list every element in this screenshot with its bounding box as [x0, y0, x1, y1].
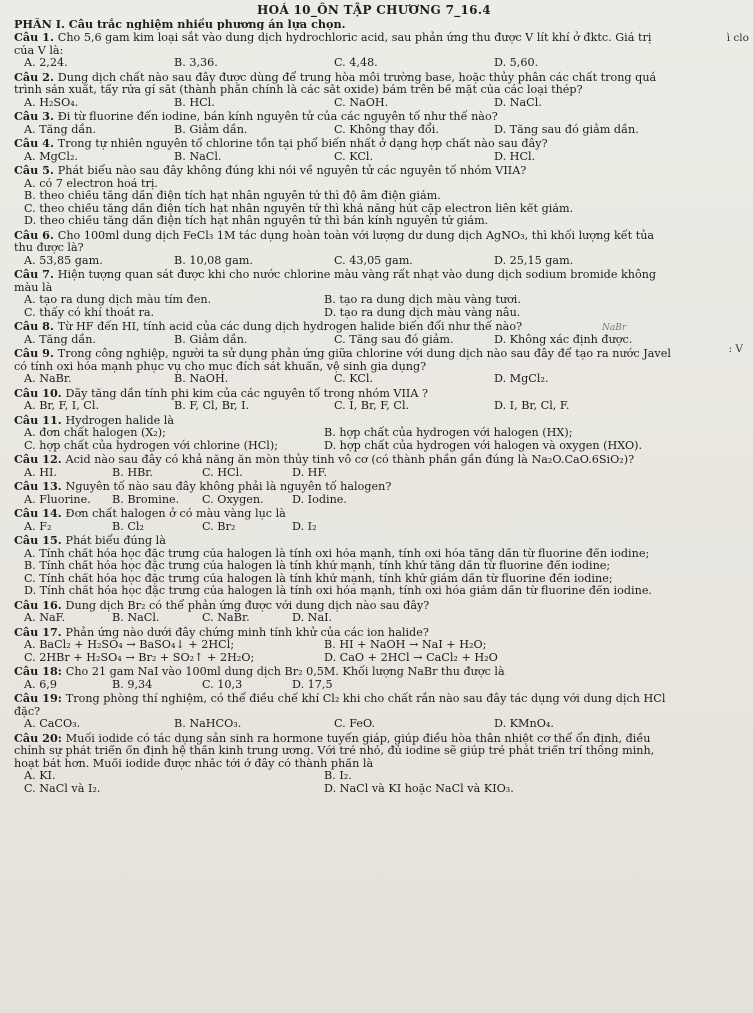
answer-option[interactable]: D. Không xác định được. — [494, 332, 633, 346]
question-number: Câu 17. — [14, 625, 66, 639]
answer-option-row — [14, 494, 734, 507]
page-title: HOÁ 10_ÔN TẬP CHƯƠNG 7_16.4 — [257, 3, 491, 17]
question-text-line: chỉnh sự phát triển ổn định hệ thần kinh trung ương. Với trẻ nhỏ, đủ iodine sẽ giúp trẻ phát triển trí thông minh, — [14, 745, 655, 757]
answer-option[interactable]: A. có 7 electron hoá trị. — [24, 177, 158, 190]
answer-option[interactable]: C. 2HBr + H₂SO₄ → Br₂ + SO₂↑ + 2H₂O; — [24, 650, 255, 664]
answer-option[interactable]: D. Tính chất hóa học đặc trưng của halogen là tính oxi hóa mạnh, tính oxi hóa giảm dần từ fluorine đến iodine. — [24, 585, 652, 597]
question-text-line — [14, 347, 734, 361]
answer-option[interactable]: B. tạo ra dung dịch màu vàng tươi. — [324, 293, 521, 306]
answer-option[interactable]: B. Cl₂ — [112, 519, 144, 533]
question-text-line: thu được là? — [14, 242, 84, 254]
question-stem: Muối iodide có tác dụng sản sinh ra hormone tuyến giáp, giúp điều hòa thân nhiệt cơ thể ổn định, điều — [65, 731, 651, 745]
answer-option[interactable]: A. H₂SO₄. — [24, 95, 79, 109]
answer-option-row — [14, 548, 734, 561]
answer-option[interactable]: B. 3,36. — [174, 56, 218, 69]
question-text-line — [14, 665, 734, 679]
answer-option[interactable]: B. NaCl. — [174, 149, 222, 163]
answer-option-row — [14, 440, 734, 453]
answer-option[interactable]: C. Br₂ — [202, 519, 236, 533]
answer-option-row — [14, 124, 734, 137]
answer-option[interactable]: A. F₂ — [24, 519, 52, 533]
answer-option[interactable]: B. F, Cl, Br, I. — [174, 399, 250, 412]
question-13 — [14, 480, 734, 506]
question-stem: Phát biểu đúng là — [65, 534, 166, 547]
answer-option[interactable]: D. HCl. — [494, 149, 536, 163]
answer-option[interactable]: C. thấy có khí thoát ra. — [24, 305, 155, 319]
answer-option[interactable]: A. 6,9 — [24, 677, 57, 691]
answer-option[interactable]: B. 9,34 — [112, 677, 153, 691]
question-16 — [14, 599, 734, 625]
answer-option[interactable]: D. tạo ra dung dịch màu vàng nâu. — [324, 305, 521, 319]
answer-option-row — [14, 639, 734, 652]
question-number: Câu 14. — [14, 507, 66, 520]
question-text-line — [14, 137, 734, 151]
question-text-line: màu là — [14, 281, 53, 294]
answer-option[interactable]: B. Tính chất hóa học đặc trưng của halogen là tính khử mạnh, tính khử tăng dần từ fluorine đến iodine; — [24, 560, 611, 572]
answer-option[interactable]: A. Fluorine. — [24, 492, 91, 506]
question-number: Câu 18: — [14, 665, 66, 678]
question-text-line — [14, 692, 734, 706]
question-stem: Dung dịch chất nào sau đây được dùng để trung hòa môi trường base, hoặc thủy phân các chất trong quá — [57, 70, 657, 84]
question-number: Câu 19: — [14, 692, 66, 705]
answer-option-row — [14, 215, 734, 228]
handwritten-note: NaBr — [602, 323, 627, 333]
answer-option-row — [14, 255, 734, 268]
question-stem: Hydrogen halide là — [65, 413, 175, 427]
answer-option[interactable]: D. theo chiều tăng dần điện tích hạt nhân nguyên tử thì bán kính nguyên tử giảm. — [24, 215, 489, 227]
question-text-line — [14, 507, 734, 521]
question-stem: Cho 5,6 gam kim loại sắt vào dung dịch hydrochloric acid, sau phản ứng thu được V lít khí ở đktc. Giá trị — [57, 31, 652, 44]
question-text-line — [14, 732, 734, 746]
question-text-line — [14, 71, 734, 85]
answer-option[interactable]: B. theo chiều tăng dần điện tích hạt nhân nguyên tử thì độ âm điện giảm. — [24, 190, 441, 202]
answer-option[interactable]: B. 10,08 gam. — [174, 253, 253, 267]
answer-option-row — [14, 57, 734, 70]
question-text-line: có tính oxi hóa mạnh phục vụ cho mục đích sát khuẩn, vệ sinh gia dụng? — [14, 360, 427, 373]
answer-option[interactable]: C. 10,3 — [202, 677, 243, 691]
question-5 — [14, 164, 734, 228]
answer-option-row — [14, 612, 734, 625]
question-text-line — [14, 599, 734, 613]
question-number: Câu 13. — [14, 480, 66, 493]
answer-option[interactable]: A. Tính chất hóa học đặc trưng của halogen là tính oxi hóa mạnh, tính oxi hóa tăng dần từ fluorine đến iodine; — [24, 547, 650, 560]
answer-option-row — [14, 521, 734, 534]
question-text-line — [14, 164, 734, 178]
question-stem: Phản ứng nào dưới đây chứng minh tính khử của các ion halide? — [65, 625, 429, 639]
question-stem: Hiện tượng quan sát được khi cho nước chlorine màu vàng rất nhạt vào dung dịch sodium bromide không — [57, 268, 657, 281]
answer-option[interactable]: B. HCl. — [174, 95, 215, 109]
answer-option-row — [14, 203, 734, 216]
answer-option-row — [14, 585, 734, 598]
answer-option[interactable]: D. NaCl. — [494, 95, 542, 109]
answer-option-row — [14, 427, 734, 440]
answer-option[interactable]: D. 25,15 gam. — [494, 253, 574, 267]
answer-option-row — [14, 467, 734, 480]
answer-option[interactable]: C. KCl. — [334, 372, 374, 385]
question-18 — [14, 665, 734, 691]
question-stem: Đơn chất halogen ở có màu vàng lục là — [65, 507, 286, 520]
question-list — [14, 31, 734, 795]
answer-option-row — [14, 294, 734, 307]
answer-option-row — [14, 97, 734, 110]
question-number: Câu 1. — [14, 31, 58, 44]
answer-option[interactable]: C. NaBr. — [202, 611, 250, 624]
answer-option[interactable]: B. HI + NaOH → NaI + H₂O; — [324, 638, 487, 651]
answer-option[interactable]: B. hợp chất của hydrogen với halogen (HX); — [324, 426, 573, 439]
question-stem: Cho 100ml dung dịch FeCl₃ 1M tác dụng hoàn toàn với lượng dư dung dịch AgNO₃, thì khối lượng kết tủa — [57, 228, 655, 242]
question-number: Câu 16. — [14, 598, 66, 612]
question-stem: Dãy tăng dần tính phi kim của các nguyên tố trong nhóm VIIA ? — [65, 386, 428, 400]
answer-option[interactable]: D. I₂ — [292, 519, 317, 533]
question-number: Câu 12. — [14, 453, 66, 466]
answer-option[interactable]: C. Oxygen. — [202, 492, 264, 506]
answer-option[interactable]: B. Giảm dần. — [174, 122, 248, 136]
question-9 — [14, 347, 734, 386]
answer-option-row — [14, 770, 734, 783]
answer-option[interactable]: C. NaCl và I₂. — [24, 781, 101, 795]
question-number: Câu 11. — [14, 413, 66, 427]
answer-option[interactable]: D. KMnO₄. — [494, 717, 554, 730]
question-text-line — [14, 414, 734, 428]
answer-option[interactable]: B. NaCl. — [112, 611, 160, 624]
question-number: Câu 2. — [14, 70, 58, 84]
answer-option[interactable]: D. 5,60. — [494, 56, 539, 69]
question-text-line — [14, 480, 734, 494]
answer-option[interactable]: A. Br, F, I, Cl. — [24, 399, 99, 412]
question-text-line — [14, 31, 734, 45]
answer-option-row — [14, 718, 734, 731]
answer-option[interactable]: D. Iodine. — [292, 492, 347, 506]
question-20 — [14, 732, 734, 796]
answer-option[interactable]: B. Giảm dần. — [174, 332, 248, 346]
question-text-line — [14, 453, 734, 467]
question-number: Câu 4. — [14, 137, 58, 150]
answer-option[interactable]: A. CaCO₃. — [24, 717, 81, 730]
question-text-line — [14, 110, 734, 124]
question-6 — [14, 229, 734, 268]
answer-option[interactable]: A. KI. — [24, 769, 56, 782]
answer-option-row — [14, 783, 734, 796]
question-12 — [14, 453, 734, 479]
exam-content — [14, 0, 734, 795]
answer-option[interactable]: A. Tăng dần. — [24, 122, 97, 136]
question-4 — [14, 137, 734, 163]
question-text-line: hoạt bát hơn. Muối iodide được nhắc tới ở đây có thành phần là — [14, 757, 374, 770]
answer-option[interactable]: D. NaCl và KI hoặc NaCl và KIO₃. — [324, 781, 514, 795]
answer-option[interactable]: A. Tăng dần. — [24, 332, 97, 346]
answer-option[interactable]: C. I, Br, F, Cl. — [334, 399, 410, 412]
question-1 — [14, 31, 734, 70]
answer-option[interactable]: C. HCl. — [202, 465, 243, 479]
question-text-line — [14, 229, 734, 243]
question-stem: Acid nào sau đây có khả năng ăn mòn thủy tinh vô cơ (có thành phần gần đúng là Na₂O.CaO.6SiO₂)? — [65, 453, 635, 466]
answer-option-row — [14, 334, 734, 347]
question-stem: Trong tự nhiên nguyên tố chlorine tồn tại phổ biến nhất ở dạng hợp chất nào sau đây? — [57, 137, 548, 150]
answer-option[interactable]: C. Không thay đổi. — [334, 122, 439, 136]
question-stem: Đi từ fluorine đến iodine, bán kính nguyên tử của các nguyên tố như thế nào? — [57, 110, 498, 123]
question-3 — [14, 110, 734, 136]
question-number: Câu 5. — [14, 164, 58, 177]
answer-option[interactable]: A. đơn chất halogen (X₂); — [24, 426, 166, 439]
answer-option[interactable]: C. Tính chất hóa học đặc trưng của halogen là tính khử mạnh, tính khử giảm dần từ fluorine đến iodine; — [24, 572, 613, 585]
question-number: Câu 8. — [14, 320, 58, 333]
answer-option[interactable]: C. hợp chất của hydrogen với chlorine (HCl); — [24, 438, 278, 452]
question-number: Câu 20: — [14, 731, 66, 745]
answer-option[interactable]: A. BaCl₂ + H₂SO₄ → BaSO₄↓ + 2HCl; — [24, 638, 235, 651]
question-stem: Phát biểu nào sau đây không đúng khi nói về nguyên tử các nguyên tố nhóm VIIA? — [57, 164, 527, 177]
answer-option-row — [14, 400, 734, 413]
answer-option[interactable]: A. MgCl₂. — [24, 149, 78, 163]
answer-option-row — [14, 178, 734, 191]
question-17 — [14, 626, 734, 665]
question-14 — [14, 507, 734, 533]
part-heading: PHẦN I. Câu trắc nghiệm nhiều phương án lựa chọn. — [14, 17, 346, 30]
question-10 — [14, 387, 734, 413]
question-number: Câu 6. — [14, 228, 58, 242]
question-stem: Cho 21 gam NaI vào 100ml dung dịch Br₂ 0,5M. Khối lượng NaBr thu được là — [65, 665, 505, 678]
answer-option[interactable]: C. Tăng sau đó giảm. — [334, 332, 454, 346]
answer-option[interactable]: D. MgCl₂. — [494, 372, 549, 385]
answer-option[interactable]: A. NaF. — [24, 611, 66, 624]
question-text-line — [14, 534, 734, 548]
answer-option-row — [14, 373, 734, 386]
question-number: Câu 10. — [14, 386, 66, 400]
question-number: Câu 9. — [14, 347, 58, 360]
question-2 — [14, 71, 734, 110]
answer-option-row — [14, 307, 734, 320]
answer-option[interactable]: C. NaOH. — [334, 95, 389, 109]
answer-option[interactable]: C. FeO. — [334, 717, 376, 730]
answer-option[interactable]: B. I₂. — [324, 769, 352, 782]
question-text-line — [14, 626, 734, 640]
answer-option[interactable]: D. CaO + 2HCl → CaCl₂ + H₂O — [324, 650, 498, 664]
question-19 — [14, 692, 734, 731]
question-text-line: của V là: — [14, 44, 64, 57]
answer-option[interactable]: B. NaHCO₃. — [174, 717, 242, 730]
answer-option[interactable]: B. Bromine. — [112, 492, 180, 506]
answer-option[interactable]: C. KCl. — [334, 149, 374, 163]
answer-option[interactable]: B. HBr. — [112, 465, 153, 479]
question-stem: Nguyên tố nào sau đây không phải là nguyên tố halogen? — [65, 480, 392, 493]
question-stem: Dung dịch Br₂ có thể phản ứng được với dung dịch nào sau đây? — [65, 598, 430, 612]
question-7 — [14, 268, 734, 319]
question-number: Câu 3. — [14, 110, 58, 123]
answer-option[interactable]: C. theo chiều tăng dần điện tích hạt nhân nguyên tử thì khả năng hút cặp electron liên kết giảm. — [24, 202, 574, 215]
answer-option[interactable]: B. NaOH. — [174, 372, 229, 385]
answer-option[interactable]: D. HF. — [292, 465, 328, 479]
answer-option[interactable]: A. 2,24. — [24, 56, 68, 69]
answer-option[interactable]: D. NaI. — [292, 611, 333, 624]
question-text-line: đặc? — [14, 705, 41, 718]
question-stem: Từ HF đến HI, tính acid của các dung dịch hydrogen halide biến đổi như thế nào? — [57, 320, 523, 333]
answer-option[interactable]: C. 4,48. — [334, 56, 378, 69]
question-11 — [14, 414, 734, 453]
question-number: Câu 15. — [14, 534, 66, 547]
answer-option-row — [14, 573, 734, 586]
question-stem: Trong phòng thí nghiệm, có thể điều chế khí Cl₂ khi cho chất rắn nào sau đây tác dụng với dung dịch HCl — [65, 692, 666, 705]
margin-note-2: : V — [728, 343, 743, 355]
answer-option[interactable]: D. Tăng sau đó giảm dần. — [494, 122, 639, 136]
answer-option[interactable]: D. hợp chất của hydrogen với halogen và oxygen (HXO). — [324, 438, 643, 452]
answer-option[interactable]: A. tạo ra dung dịch màu tím đen. — [24, 293, 212, 306]
question-15 — [14, 534, 734, 598]
answer-option[interactable]: A. HI. — [24, 465, 57, 479]
question-text-line — [14, 387, 734, 401]
question-stem: Trong công nghiệp, người ta sử dụng phản ứng giữa chlorine với dung dịch nào sau đây để tạo ra nước Javel — [57, 347, 671, 360]
answer-option[interactable]: C. 43,05 gam. — [334, 253, 413, 267]
answer-option-row — [14, 652, 734, 665]
answer-option[interactable]: D. 17,5 — [292, 677, 333, 691]
answer-option-row — [14, 560, 734, 573]
answer-option-row — [14, 679, 734, 692]
margin-note-1: ì clo — [726, 32, 749, 44]
answer-option[interactable]: A. NaBr. — [24, 372, 72, 385]
answer-option-row — [14, 151, 734, 164]
question-number: Câu 7. — [14, 268, 58, 281]
answer-option[interactable]: D. I, Br, Cl, F. — [494, 399, 570, 412]
question-text-line: trình sản xuất, tẩy rửa gỉ sắt (thành phần chính là các sắt oxide) bám trên bề mặt của các loại thép? — [14, 84, 583, 96]
answer-option-row — [14, 190, 734, 203]
answer-option[interactable]: A. 53,85 gam. — [24, 253, 103, 267]
question-text-line — [14, 268, 734, 282]
